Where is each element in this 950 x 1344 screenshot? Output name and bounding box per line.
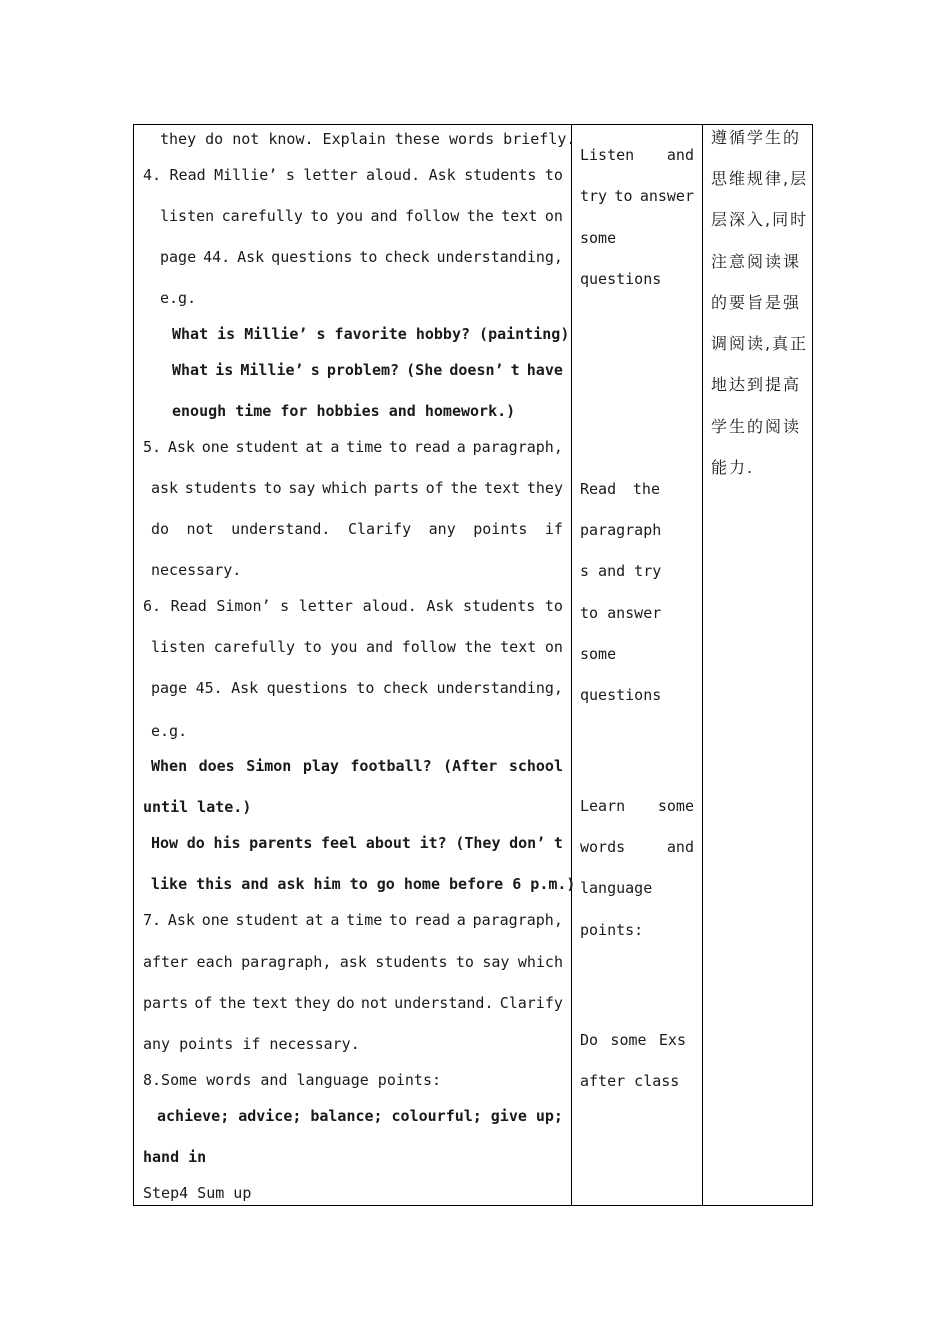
step-heading: Step4 Sum up	[143, 1184, 252, 1202]
activity-line: language	[580, 879, 653, 897]
activity-line: paragraph	[580, 521, 662, 539]
student-activity-cell	[572, 125, 702, 1205]
procedure-line: page 45. Ask questions to check understanding,	[151, 679, 563, 697]
question-line: When does Simon play football? (After school	[151, 757, 563, 775]
activity-line: Read the	[580, 480, 660, 498]
procedure-line: 8.Some words and language points:	[143, 1071, 442, 1089]
procedure-line: they do not know. Explain these words briefly.	[160, 130, 576, 148]
design-line: 能力.	[711, 458, 755, 477]
activity-line: some	[580, 229, 617, 247]
procedure-line: e.g.	[151, 722, 188, 740]
procedure-line: after each paragraph, ask students to say which	[143, 953, 563, 971]
procedure-line: page 44. Ask questions to check understanding,	[160, 248, 563, 266]
question-line: What is Millie’ s favorite hobby? (painting)	[172, 325, 570, 343]
design-line: 学生的阅读	[711, 417, 802, 436]
procedure-line: 5. Ask one student at a time to read a paragraph,	[143, 438, 563, 456]
activity-line: s and try	[580, 562, 662, 580]
lesson-table	[133, 124, 813, 1206]
question-line: How do his parents feel about it? (They don’ t	[151, 834, 563, 852]
question-line: like this and ask him to go home before 6 p.m.)	[151, 875, 576, 893]
procedure-line: necessary.	[151, 561, 242, 579]
design-line: 调阅读,真正	[711, 334, 809, 353]
activity-line: points:	[580, 921, 644, 939]
activity-line: to answer	[580, 604, 662, 622]
design-line: 的要旨是强	[711, 293, 802, 312]
design-intent-cell	[703, 125, 812, 1205]
activity-line: questions	[580, 686, 662, 704]
activity-line: words and	[580, 838, 694, 856]
activity-line: some	[580, 645, 617, 663]
design-line: 层深入,同时	[711, 210, 809, 229]
activity-line: after class	[580, 1072, 680, 1090]
procedure-line: 7. Ask one student at a time to read a paragraph,	[143, 911, 563, 929]
vocabulary-line: achieve; advice; balance; colourful; give up;	[157, 1107, 563, 1125]
procedure-line: do not understand. Clarify any points if	[151, 520, 563, 538]
procedure-line: any points if necessary.	[143, 1035, 360, 1053]
design-line: 地达到提高	[711, 375, 802, 394]
activity-line: Learn some	[580, 797, 694, 815]
design-line: 思维规律,层	[711, 169, 809, 188]
procedure-line: 4. Read Millie’ s letter aloud. Ask students to	[143, 166, 563, 184]
procedure-line: e.g.	[160, 289, 197, 307]
activity-line: questions	[580, 270, 662, 288]
procedure-line: 6. Read Simon’ s letter aloud. Ask students to	[143, 597, 563, 615]
design-line: 遵循学生的	[711, 128, 802, 147]
question-line: enough time for hobbies and homework.)	[172, 402, 516, 420]
activity-line: try to answer	[580, 187, 694, 205]
procedure-line: parts of the text they do not understand. Clarify	[143, 994, 563, 1012]
question-line: until late.)	[143, 798, 252, 816]
procedure-line: listen carefully to you and follow the text on	[160, 207, 563, 225]
procedure-line: listen carefully to you and follow the text on	[151, 638, 563, 656]
activity-line: Listen and	[580, 146, 694, 164]
procedure-cell	[134, 125, 576, 1205]
question-line: What is Millie’ s problem? (She doesn’ t have	[172, 361, 563, 379]
procedure-line: ask students to say which parts of the text they	[151, 479, 563, 497]
design-line: 注意阅读课	[711, 252, 802, 271]
vocabulary-line: hand in	[143, 1148, 207, 1166]
activity-line: Do some Exs	[580, 1031, 686, 1049]
